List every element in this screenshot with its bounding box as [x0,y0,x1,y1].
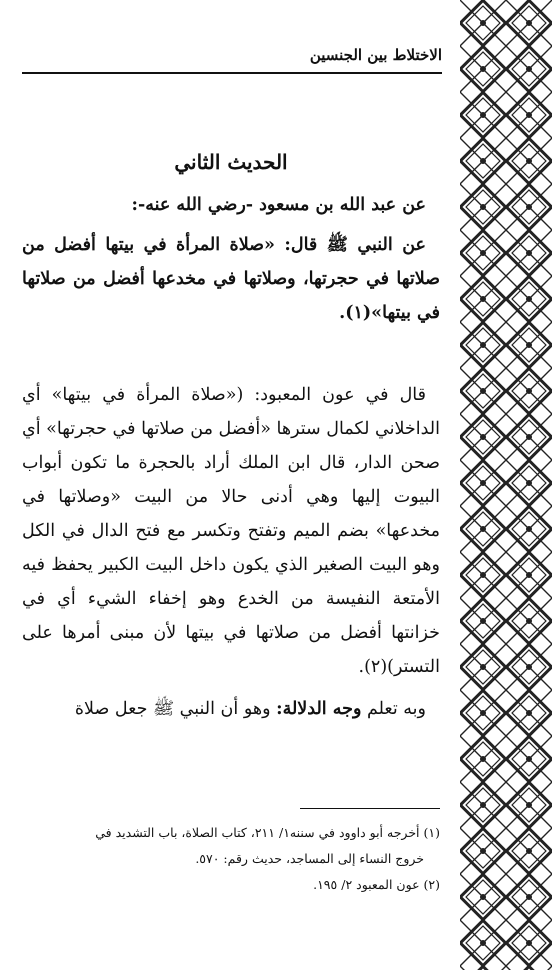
evidence-label: وجه الدلالة: [276,699,362,719]
evidence-text: وهو أن النبي ﷺ جعل صلاة [74,699,277,719]
header-title: الاختلاط بين الجنسين [309,46,442,64]
footnote-2: (٢) عون المعبود ٢/ ١٩٥. [313,877,440,892]
hadith-text: عن النبي ﷺ قال: «صلاة المرأة في بيتها أفضل من صلاتها في حجرتها، وصلاتها في مخدعها أفضل من صلاتها في بيتها»(١). [22,235,440,323]
evidence-prefix: وبه تعلم [361,699,426,719]
footnote-separator [300,808,440,809]
evidence-paragraph [22,692,440,726]
hadith-narrator: عن عبد الله بن مسعود -رضي الله عنه-: [131,195,426,215]
running-header [22,38,442,74]
main-content [22,150,440,726]
footnote-1: (١) أخرجه أبو داوود في سننه١/ ٢١١، كتاب الصلاة، باب التشديد في [95,825,440,840]
footnotes [22,820,440,898]
footnote-1-continued: خروج النساء إلى المساجد، حديث رقم: ٥٧٠. [195,851,424,866]
geometric-knot-border [460,0,552,970]
section-title: الحديث الثاني [174,150,288,174]
commentary-paragraph: قال في عون المعبود: («صلاة المرأة في بيتها» أي الداخلاني لكمال سترها «أفضل من صلاتها في حجرتها» أي صحن الدار، قال ابن الملك أراد بالحجرة ما تكون أبواب البيوت إليها وهي أدنى حالا من البيت «وصلاتها في مخدعها» بضم الميم وتفتح وتكسر مع فتح الدال في الكل وهو البيت الصغير الذي يكون داخل البيت الكبير يحفظ فيه الأمتعة النفيسة من الخدع وهو إخفاء الشيء أي في خزانتها أفضل من صلاتها في بيتها لأن مبنى أمرها على التستر)(٢). [22,385,440,677]
